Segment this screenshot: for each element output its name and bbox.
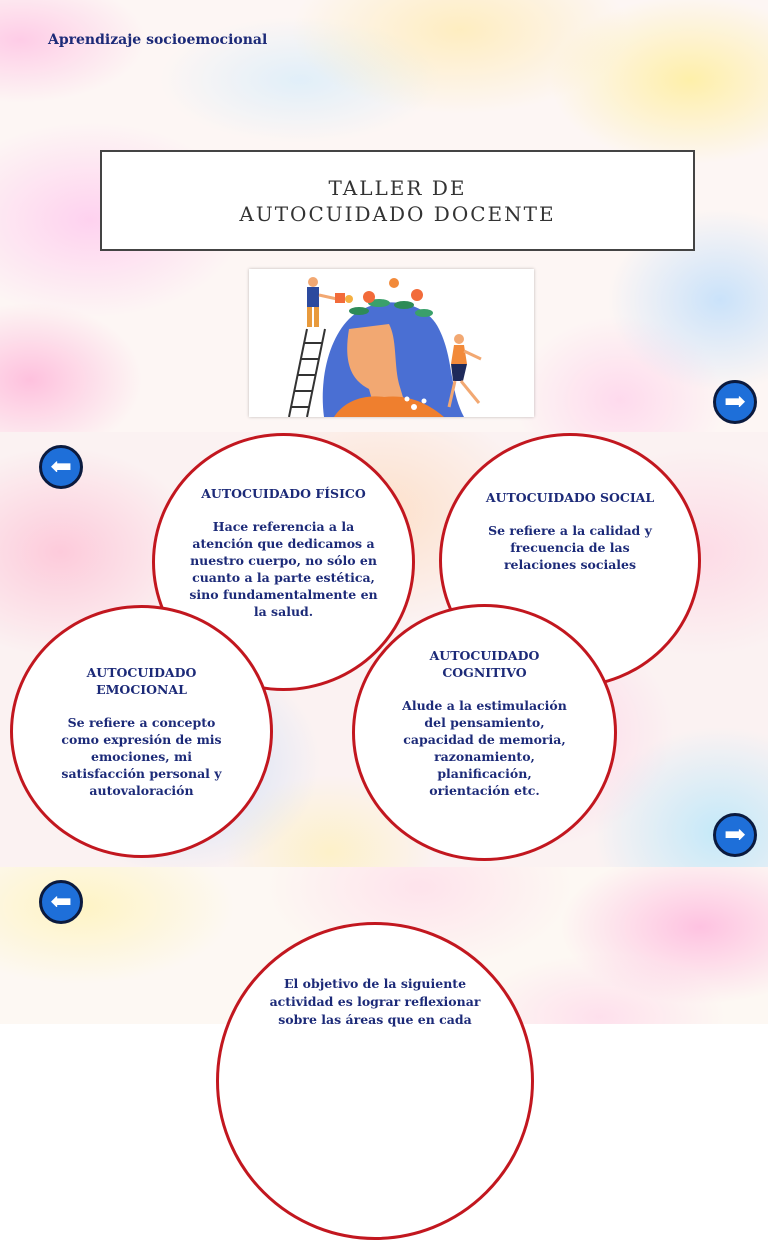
- circle-cognitive-body: Alude a la estimulación del pensamiento, capacidad de memoria, razonamiento, planificación, orientación etc.: [402, 697, 567, 798]
- arrow-right-icon: ➡: [724, 387, 746, 417]
- slide-self-care-types: [0, 432, 768, 867]
- presentation-title: Aprendizaje socioemocional: [48, 32, 268, 48]
- title-line-2: AUTOCUIDADO DOCENTE: [239, 201, 556, 226]
- arrow-right-icon: ➡: [724, 820, 746, 850]
- circle-social-title: AUTOCUIDADO SOCIAL: [485, 489, 655, 505]
- circle-physical-title: AUTOCUIDADO FÍSICO: [201, 485, 366, 501]
- next-slide-button-2[interactable]: [713, 813, 757, 857]
- circle-physical-body: Hace referencia a la atención que dedicamos a nuestro cuerpo, no sólo en cuanto a la parte estética, sino fundamentalmente en la salud.: [189, 518, 378, 619]
- circle-emotional-body: Se refiere a concepto como expresión de mis emociones, mi satisfacción personal y autovaloración: [61, 715, 222, 798]
- arrow-left-icon: ⬅: [50, 887, 72, 917]
- arrow-left-icon: ⬅: [50, 452, 72, 482]
- prev-slide-button[interactable]: [39, 445, 83, 489]
- illustration-graphic: [249, 269, 534, 417]
- circle-social-body: Se refiere a la calidad y frecuencia de las relaciones sociales: [488, 522, 652, 572]
- title-line-1: TALLER DE: [328, 175, 467, 200]
- prev-slide-button-2[interactable]: [39, 880, 83, 924]
- objective-circle: [216, 922, 534, 1240]
- next-slide-button[interactable]: [713, 380, 757, 424]
- objective-text: El objetivo de la siguiente actividad es lograr reflexionar sobre las áreas que en cada: [269, 976, 481, 1027]
- slide-title: [0, 0, 768, 432]
- title-box: [100, 150, 695, 251]
- self-care-illustration: [249, 269, 534, 417]
- circle-emotional-title: AUTOCUIDADO EMOCIONAL: [86, 665, 197, 697]
- circle-cognitive: [352, 604, 617, 861]
- circle-cognitive-title: AUTOCUIDADO COGNITIVO: [429, 647, 540, 680]
- circle-emotional: [10, 605, 273, 858]
